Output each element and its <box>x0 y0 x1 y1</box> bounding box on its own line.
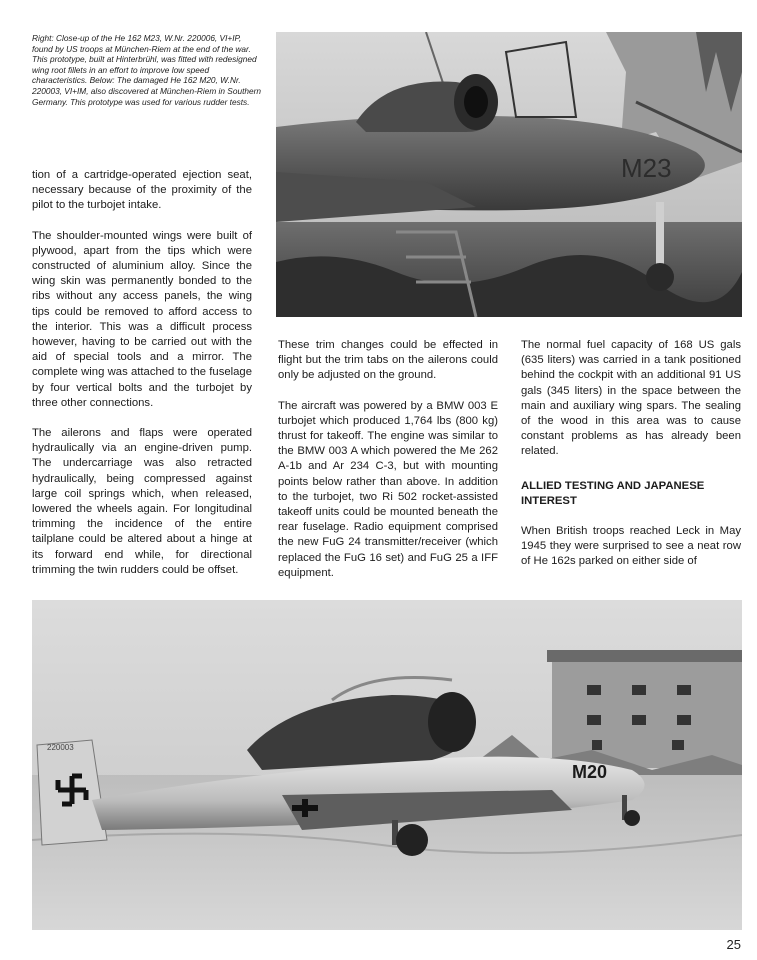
photo-he162-m23 <box>276 32 742 317</box>
m20-marking: M20 <box>572 762 608 782</box>
paragraph: The normal fuel capacity of 168 US gals (635 liters) was carried in a tank positioned behind the cockpit with an additional 91 US gals (345 liters) in the space between the main and auxiliary wing spars. The sealing of the wood in this area was to cause constant problems as has already been related. <box>521 339 741 458</box>
text-column-2 <box>278 338 498 596</box>
paragraph: These trim changes could be effected in flight but the trim tabs on the ailerons could only be adjusted on the ground. <box>278 339 498 382</box>
paragraph: When British troops reached Leck in May 1945 they were surprised to see a neat row of He 162s parked on either side of <box>521 524 741 568</box>
paragraph: The ailerons and flaps were operated hydraulically via an engine-driven pump. The undercarriage was also retracted hydraulically, being compressed against large coil springs which, when released, lowered the wheels again. For longitudinal trimming the incidence of the entire tailplane could be altered about a hinge at its forward end while, for directional trimming the twin rudders could be offset. <box>32 427 252 576</box>
tail-number: 220003 <box>47 743 74 752</box>
text-column-1 <box>32 168 252 593</box>
photo-caption: Right: Close-up of the He 162 M23, W.Nr. 220006, VI+IP, found by US troops at München-Riem at the end of the war. This prototype, built at Hinterbrühl, was fitted with redesigned wing root fillets in an effort to improve low speed characteristics. Below: The damaged He 162 M20, W.Nr. 220003, VI+IM, also discovered at München-Riem in Southern Germany. This prototype was used for various rudder tests. <box>32 33 261 107</box>
paragraph: The aircraft was powered by a BMW 003 E turbojet which produced 1,764 lbs (800 kg) thrust for takeoff. The engine was similar to the BMW 003 A which powered the Me 262 A-1b and Ar 234 C-3, but with mounting points below rather than above. In addition to the turbojet, two Ri 502 rocket-assisted takeoff units could be mounted beneath the rear fuselage. Radio equipment comprised the new FuG 24 transmitter/receiver (which replaced the FuG 16 set) and FuG 25 a IFF equipment. <box>278 399 498 579</box>
paragraph: The shoulder-mounted wings were built of plywood, apart from the tips which were constructed of aluminium alloy. Since the wing skin was permanently bonded to the ribs without any access panels, the wing tips could be removed to afford access to the interior. This was a difficult process however, having to be carried out with the aid of special tools and a mirror. The complete wing was attached to the fuselage by four vertical bolts and the turbojet by three other connections. <box>32 229 252 409</box>
page-number: 25 <box>726 937 741 952</box>
m23-marking: M23 <box>621 153 672 183</box>
section-heading: ALLIED TESTING AND JAPANESE INTEREST <box>521 479 705 507</box>
text-column-3 <box>521 338 741 584</box>
paragraph: tion of a cartridge-operated ejection seat, necessary because of the proximity of the pilot to the turbojet intake. <box>32 169 252 212</box>
photo-he162-m20 <box>32 600 742 930</box>
